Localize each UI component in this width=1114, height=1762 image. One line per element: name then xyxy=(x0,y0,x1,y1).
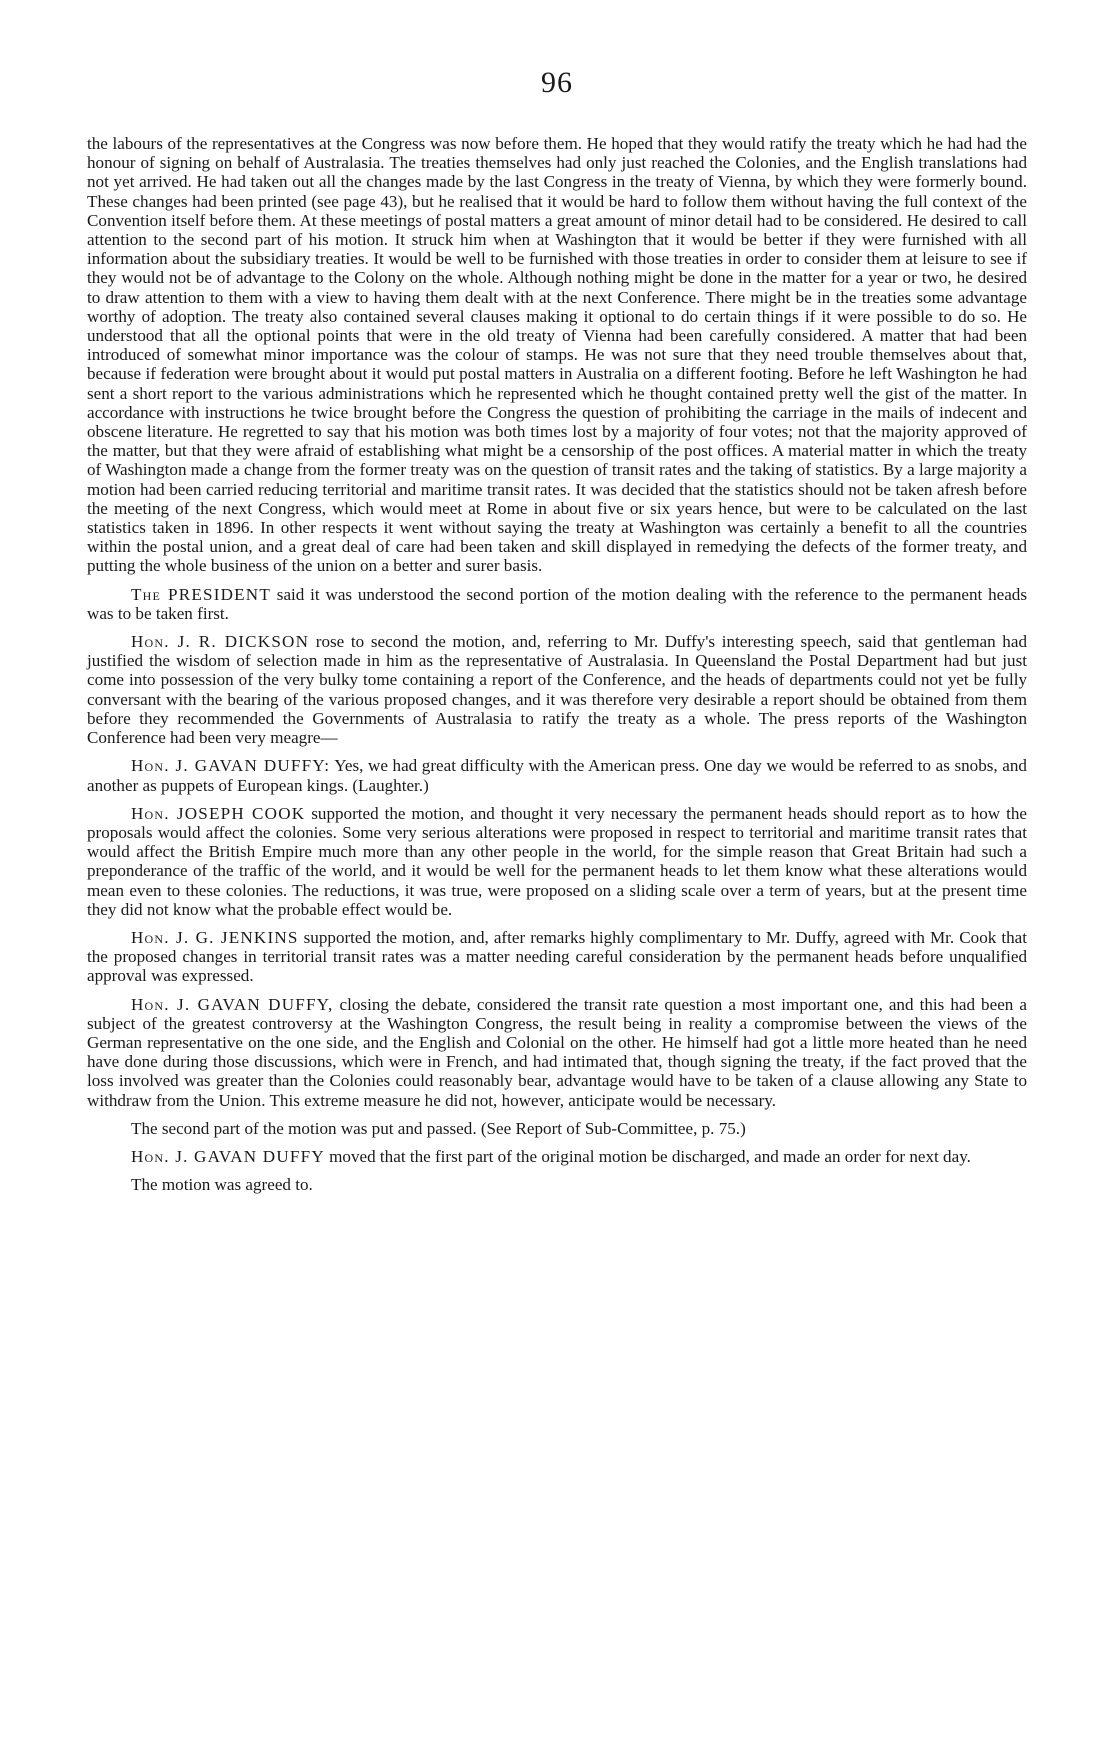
paragraph-text: supported the motion, and, after remarks highly complimentary to Mr. Duffy, agreed with Mr. Cook that the proposed changes in territorial transit rates was a matter needing careful consideration by the permanent heads before unqualified approval was expressed. xyxy=(87,927,1027,986)
paragraph-text: Yes, we had great difficulty with the American press. One day we would be referred to as snobs, and another as puppets of European kings. (Laughter.) xyxy=(87,756,1027,795)
speaker-name: The PRESIDENT xyxy=(131,584,271,604)
paragraph-president xyxy=(87,585,1027,623)
speaker-name: Hon. J. GAVAN DUFFY xyxy=(131,1146,325,1166)
paragraph-text: the labours of the representatives at the Congress was now before them. He hoped that they would ratify the treaty which he had had the honour of signing on behalf of Australasia. The treaties themselves had only just reached the Colonies, and the English translations had not yet arrived. He had taken out all the changes made by the last Congress in the treaty of Vienna, by which they were formerly bound. These changes had been printed (see page 43), but he realised that it would be hard to follow them without having the full context of the Convention itself before them. At these meetings of postal matters a great amount of minor detail had to be considered. He desired to call attention to the second part of his motion. It struck him when at Washington that it would be better if they were furnished with all information about the subsidiary treaties. It would be well to be furnished with those treaties in order to consider them at leisure to see if they would not be of advantage to the Colony on the whole. Although nothing might be done in the matter for a year or two, he desired to draw attention to them with a view to having them dealt with at the next Conference. There might be in the treaties some advantage worthy of adoption. The treaty also contained several clauses making it optional to do certain things if it were possible to do so. He understood that all the optional points that were in the old treaty of Vienna had been carefully considered. A matter that had been introduced of somewhat minor importance was the colour of stamps. He was not sure that they need trouble themselves about that, because if federation were brought about it would put postal matters in Australia on a different footing. Before he left Washington he had sent a short report to the various administrations which he represented which he thought contained pretty well the gist of the matter. In accordance with instructions he twice brought before the Congress the question of prohibiting the carriage in the mails of indecent and obscene literature. He regretted to say that his motion was both times lost by a majority of four votes; not that the majority approved of the matter, but that they were afraid of establishing what might be a censorship of the post offices. A material matter in which the treaty of Washington made a change from the former treaty was on the question of transit rates and the taking of statistics. By a large majority a motion had been carried reducing territorial and maritime transit rates. It was decided that the statistics should not be taken afresh before the meeting of the next Congress, which would meet at Rome in about five or six years hence, but were to be calculated on the last statistics taken in 1896. In other respects it went without saying the treaty at Washington was certainly a benefit to all the countries within the postal union, and a great deal of care had been taken and skill displayed in remedying the defects of the former treaty, and putting the whole business of the union on a better and surer basis. xyxy=(87,134,1027,576)
paragraph-cook xyxy=(87,804,1027,919)
paragraph-dickson xyxy=(87,632,1027,747)
paragraph-duffy-closing xyxy=(87,995,1027,1110)
paragraph-text: The second part of the motion was put and passed. (See Report of Sub-Committee, p. 75.) xyxy=(131,1118,746,1138)
paragraph-motion-agreed xyxy=(87,1175,1027,1194)
paragraph-text: moved that the first part of the original motion be discharged, and made an order for next day. xyxy=(324,1146,971,1166)
page-number: 96 xyxy=(541,66,573,99)
speaker-name: Hon. J. R. DICKSON xyxy=(131,632,310,652)
paragraph-text: rose to second the motion, and, referring to Mr. Duffy's interesting speech, said that gentleman had justified the wisdom of selection made in him as the representative of Australasia. In Queensland the Postal Department had but just come into possession of the very bulky tome containing a report of the Conference, and the heads of departments could not yet be fully conversant with the bearing of the various proposed changes, and it was therefore very desirable a report should be obtained from them before they recommended the Governments of Australasia to ratify the treaty as a whole. The press reports of the Washington Conference had been very meagre— xyxy=(87,632,1027,748)
paragraph-motion-passed xyxy=(87,1119,1027,1138)
paragraph-text: closing the debate, considered the transit rate question a most important one, and this had been a subject of the greatest controversy at the Washington Congress, the result being in reality a compromise between the views of the German representative on the one side, and the English and Colonial on the other. He himself had got a little more heated than he need have done during those discussions, which were in French, and had intimated that, though signing the treaty, if the fact proved that the loss involved was greater than the Colonies could reasonably bear, advantage would have to be taken of a clause allowing any State to withdraw from the Union. This extreme measure he did not, however, anticipate would be necessary. xyxy=(87,994,1027,1110)
paragraph-duffy-moved xyxy=(87,1147,1027,1166)
paragraph-duffy-interjection xyxy=(87,756,1027,794)
speaker-name: Hon. J. GAVAN DUFFY: xyxy=(131,756,331,776)
speaker-name: Hon. J. G. JENKINS xyxy=(131,927,299,947)
paragraph-text: said it was understood the second portion of the motion dealing with the reference to the permanent heads was to be taken first. xyxy=(87,584,1027,623)
paragraph-continuation xyxy=(87,134,1027,576)
paragraph-text: supported the motion, and thought it very necessary the permanent heads should report as to how the proposals would affect the colonies. Some very serious alterations were proposed in respect to territorial and maritime transit rates that would affect the British Empire much more than any other people in the world, for the simple reason that Great Britain had such a preponderance of the traffic of the world, and it would be well for the permanent heads to let them know what these alterations would mean even to these colonies. The reductions, it was true, were proposed on a sliding scale over a term of years, but at the present time they did not know what the probable effect would be. xyxy=(87,803,1027,919)
paragraph-jenkins xyxy=(87,928,1027,986)
speaker-name: Hon. JOSEPH COOK xyxy=(131,803,306,823)
body-text xyxy=(87,134,1027,1203)
speaker-name: Hon. J. GAVAN DUFFY, xyxy=(131,994,334,1014)
paragraph-text: The motion was agreed to. xyxy=(131,1175,313,1195)
